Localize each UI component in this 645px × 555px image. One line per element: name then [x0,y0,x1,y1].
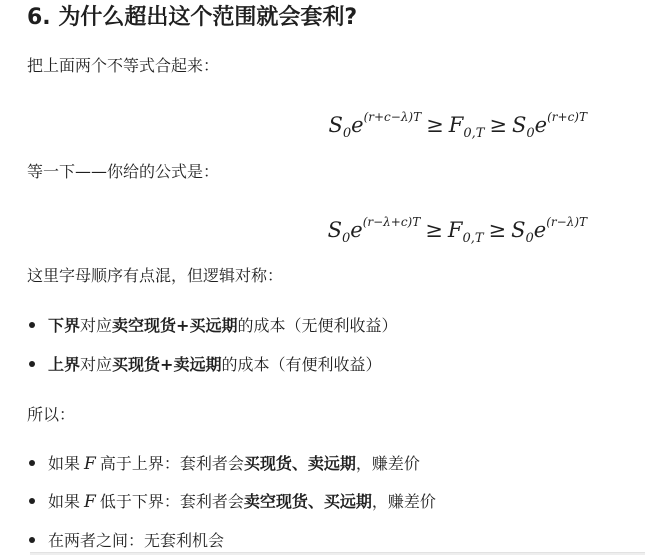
formula-exponent: (r+c)T [547,110,587,124]
formula-operator: ≥ [488,218,507,242]
formula-symbol: e [351,113,364,137]
order-text: 这里字母顺序有点混，但逻辑对称： [27,266,284,285]
formula-subscript: 0 [526,126,535,141]
list-item [27,353,381,377]
math-variable: F [84,492,96,512]
bullet-icon [29,322,35,328]
list-text: 高于上界：套利者会 [99,454,244,473]
formula-symbol: S [511,218,526,242]
bold-term: 卖空现货+买远期 [112,316,238,335]
formula-operator: ≥ [426,113,444,137]
formula-given [328,207,587,254]
intro-text: 把上面两个不等式合起来： [27,56,220,75]
formula-symbol: F [448,113,464,137]
formula-combined [328,102,587,149]
formula-subscript: 0,T [463,126,485,141]
bullet-icon [29,498,35,504]
formula-symbol: S [512,113,527,137]
formula-symbol: S [328,113,343,137]
list-item [27,452,420,476]
formula-operator: ≥ [425,218,443,242]
bullet-icon [29,537,35,543]
list-text: ，赚差价 [355,454,420,473]
list-text: 的成本（无便利收益） [237,316,398,335]
formula-symbol: e [350,218,363,242]
formula-exponent: (r−λ+c)T [362,215,421,229]
formula-subscript: 0 [525,231,534,246]
list-text: 的成本（有便利收益） [221,355,382,374]
bold-term: 下界 [48,316,81,335]
formula-operator: ≥ [489,113,507,137]
list-text: ，赚差价 [371,492,436,511]
list-text: 如果 [48,492,81,511]
formula-subscript: 0 [342,126,352,141]
list-item [27,490,436,514]
list-text: 对应 [80,316,113,335]
formula-symbol: S [327,218,342,242]
formula-exponent: (r−λ)T [546,215,587,229]
bold-term: 上界 [48,355,81,374]
formula-symbol: e [533,218,547,242]
list-text: 低于下界：套利者会 [99,492,244,511]
list-text: 在两者之间：无套利机会 [48,531,225,550]
bullet-icon [29,460,35,466]
formula-subscript: 0,T [462,231,484,246]
list-text: 对应 [80,355,113,374]
formula-exponent: (r+c−λ)T [363,110,422,124]
math-variable: F [84,454,96,474]
bold-term: 买现货+卖远期 [112,355,222,374]
formula-symbol: F [447,218,463,242]
wait-text: 等一下——你给的公式是： [27,162,220,181]
formula-subscript: 0 [341,231,351,246]
bullet-icon [29,361,35,367]
list-text: 如果 [48,454,81,473]
list-item [27,314,397,338]
list-item [27,529,224,553]
bold-term: 卖空现货、买远期 [243,492,372,511]
bold-term: 买现货、卖远期 [243,454,356,473]
section-heading: 6. 为什么超出这个范围就会套利? [27,5,358,30]
formula-symbol: e [534,113,548,137]
so-text: 所以： [27,405,76,424]
